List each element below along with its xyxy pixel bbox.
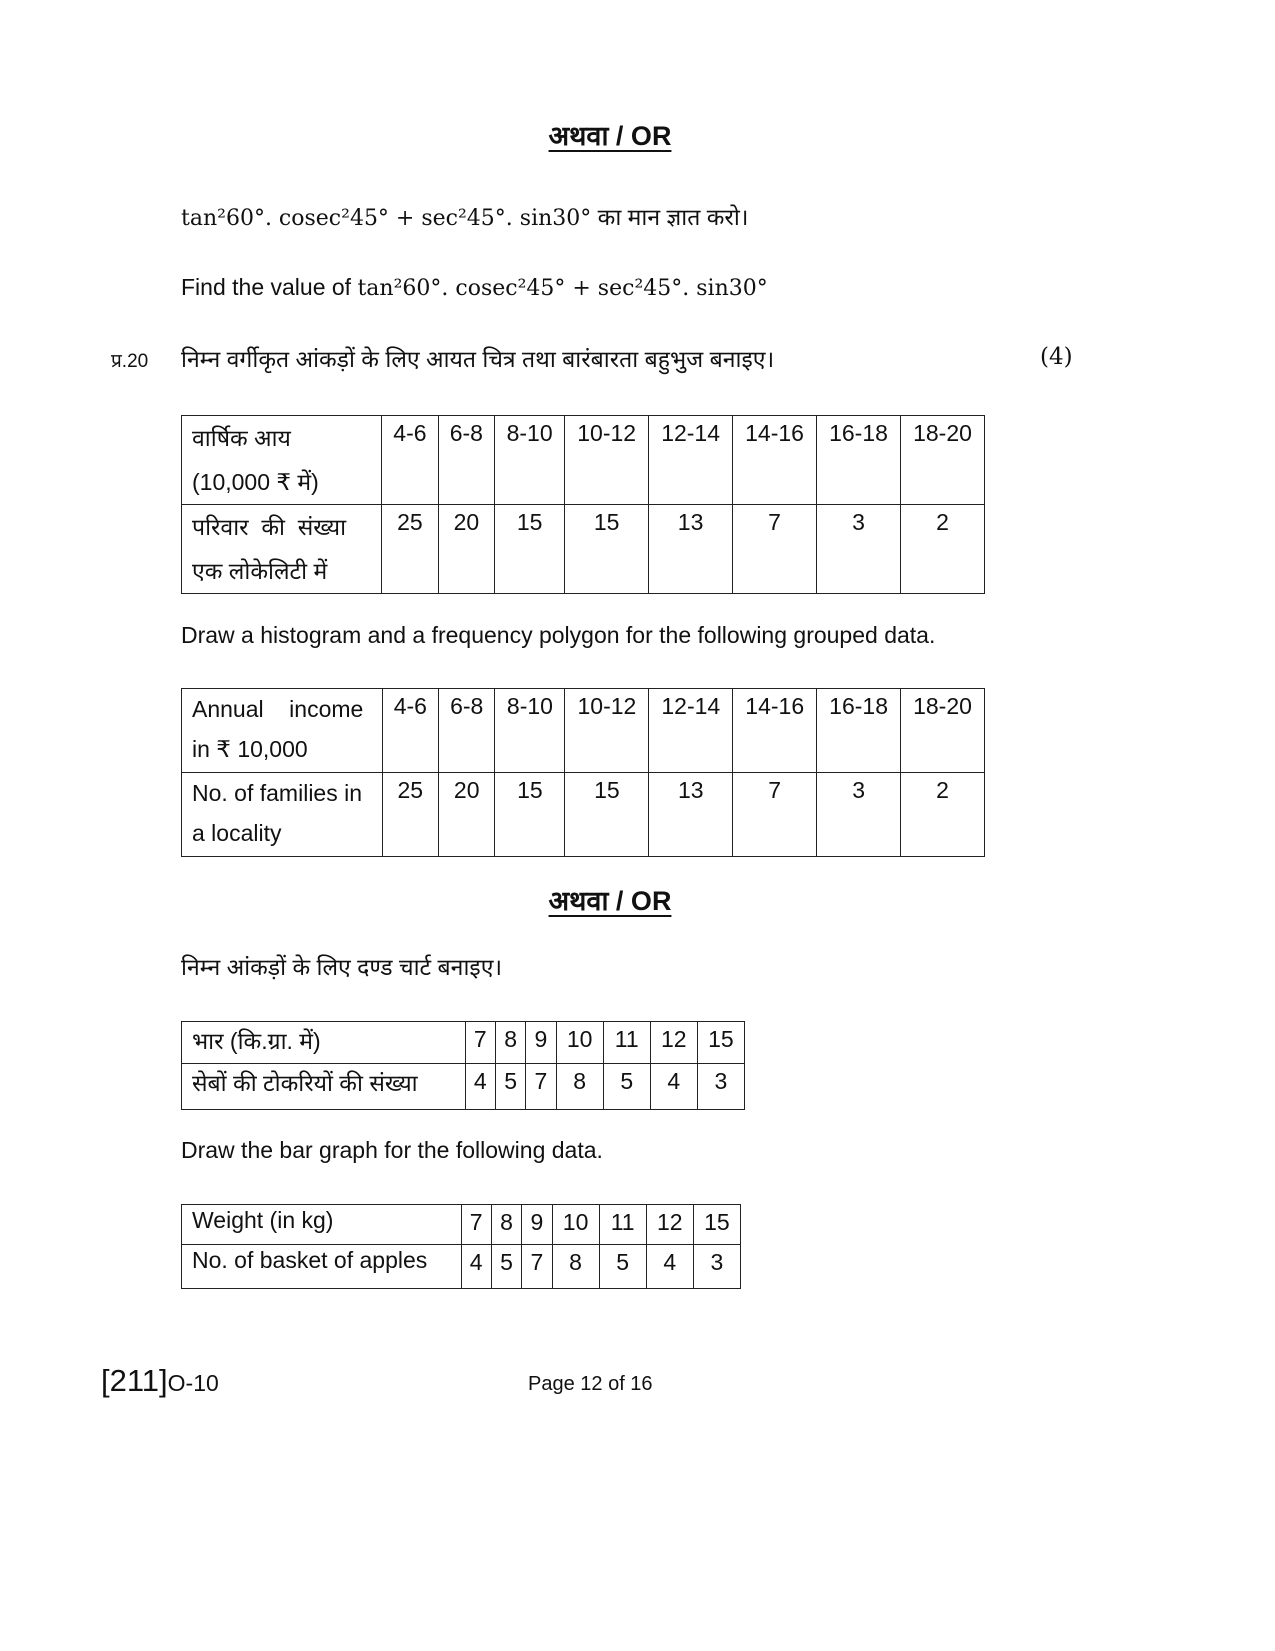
table-cell: 4 bbox=[465, 1064, 495, 1110]
table-cell: 7 bbox=[526, 1064, 556, 1110]
table-cell: 20 bbox=[438, 505, 494, 594]
weight-table-hindi bbox=[181, 1021, 745, 1110]
table-cell: 14-16 bbox=[733, 416, 817, 505]
table-cell: 8 bbox=[552, 1245, 599, 1289]
table-cell: 18-20 bbox=[901, 689, 985, 773]
row-header: भार (कि.ग्रा. में) bbox=[182, 1022, 466, 1064]
table-cell: 9 bbox=[522, 1205, 552, 1245]
row-header bbox=[182, 773, 383, 857]
table-cell: 11 bbox=[599, 1205, 646, 1245]
table-cell: 5 bbox=[491, 1245, 521, 1289]
table-row bbox=[182, 1064, 745, 1110]
bar-question-english: Draw the bar graph for the following data. bbox=[181, 1137, 603, 1163]
or-heading: अथवा / OR bbox=[548, 886, 672, 916]
paper-code-sub: O-10 bbox=[167, 1370, 219, 1396]
row-header-line: परिवार की संख्या bbox=[192, 514, 347, 540]
row-header: सेबों की टोकरियों की संख्या bbox=[182, 1064, 466, 1110]
row-header: Weight (in kg) bbox=[182, 1205, 462, 1245]
row-header bbox=[182, 416, 382, 505]
row-header bbox=[182, 689, 383, 773]
table-cell: 8 bbox=[556, 1064, 603, 1110]
table-cell: 10 bbox=[556, 1022, 603, 1064]
table-cell: 10-12 bbox=[565, 416, 649, 505]
table-cell: 10-12 bbox=[565, 689, 649, 773]
weight-table-english bbox=[181, 1204, 741, 1289]
question-text-english: Draw a histogram and a frequency polygon for the following grouped data. bbox=[181, 622, 936, 648]
table-row bbox=[182, 1022, 745, 1064]
table-cell: 16-18 bbox=[817, 416, 901, 505]
page-number: Page 12 of 16 bbox=[528, 1373, 653, 1395]
table-cell: 7 bbox=[733, 505, 817, 594]
table-cell: 15 bbox=[565, 505, 649, 594]
table-cell: 5 bbox=[495, 1064, 525, 1110]
table-row bbox=[182, 1245, 741, 1289]
trig-expression: tan²60°. cosec²45° + sec²45°. sin30° bbox=[357, 276, 768, 301]
row-header-line: एक लोकेलिटी में bbox=[192, 558, 328, 584]
table-cell: 11 bbox=[603, 1022, 650, 1064]
table-cell: 15 bbox=[693, 1205, 740, 1245]
paper-code-main: [211] bbox=[101, 1363, 168, 1398]
table-cell: 8 bbox=[491, 1205, 521, 1245]
table-cell: 4 bbox=[461, 1245, 491, 1289]
trig-hindi-suffix: का मान ज्ञात करो। bbox=[597, 204, 749, 230]
table-cell: 12 bbox=[650, 1022, 697, 1064]
row-header-line: a locality bbox=[192, 820, 282, 846]
row-header-line: in ₹ 10,000 bbox=[192, 736, 308, 762]
table-row bbox=[182, 505, 985, 594]
table-cell: 13 bbox=[649, 773, 733, 857]
table-cell: 20 bbox=[439, 773, 495, 857]
table-cell: 15 bbox=[495, 505, 565, 594]
question-number: प्र.20 bbox=[111, 351, 149, 372]
table-cell: 16-18 bbox=[817, 689, 901, 773]
table-cell: 4 bbox=[646, 1245, 693, 1289]
table-cell: 2 bbox=[901, 773, 985, 857]
table-cell: 6-8 bbox=[439, 689, 495, 773]
row-header-line: वार्षिक आय bbox=[192, 425, 291, 451]
table-cell: 3 bbox=[817, 773, 901, 857]
table-cell: 12-14 bbox=[649, 416, 733, 505]
table-cell: 12-14 bbox=[649, 689, 733, 773]
table-cell: 4 bbox=[650, 1064, 697, 1110]
table-cell: 15 bbox=[495, 773, 565, 857]
table-row bbox=[182, 689, 985, 773]
grouped-data-table-hindi bbox=[181, 415, 985, 594]
row-header-line: No. of families in bbox=[192, 780, 363, 806]
table-cell: 13 bbox=[649, 505, 733, 594]
table-cell: 3 bbox=[693, 1245, 740, 1289]
table-cell: 2 bbox=[900, 505, 984, 594]
paper-code bbox=[101, 1363, 219, 1399]
table-cell: 10 bbox=[552, 1205, 599, 1245]
table-cell: 3 bbox=[817, 505, 901, 594]
table-cell: 15 bbox=[565, 773, 649, 857]
table-cell: 25 bbox=[382, 505, 438, 594]
table-cell: 7 bbox=[522, 1245, 552, 1289]
table-cell: 6-8 bbox=[438, 416, 494, 505]
trig-expression: tan²60°. cosec²45° + sec²45°. sin30° bbox=[181, 206, 592, 231]
table-cell: 4-6 bbox=[382, 689, 438, 773]
table-cell: 9 bbox=[526, 1022, 556, 1064]
question-marks: (4) bbox=[1040, 344, 1073, 370]
table-cell: 5 bbox=[599, 1245, 646, 1289]
grouped-data-table-english bbox=[181, 688, 985, 857]
table-cell: 8-10 bbox=[495, 689, 565, 773]
table-cell: 7 bbox=[461, 1205, 491, 1245]
question-text-hindi: निम्न वर्गीकृत आंकड़ों के लिए आयत चित्र तथा बारंबारता बहुभुज बनाइए। bbox=[181, 346, 775, 372]
table-cell: 18-20 bbox=[900, 416, 984, 505]
table-cell: 14-16 bbox=[733, 689, 817, 773]
table-cell: 7 bbox=[733, 773, 817, 857]
table-cell: 7 bbox=[465, 1022, 495, 1064]
trig-english-prefix: Find the value of bbox=[181, 274, 352, 300]
table-cell: 8 bbox=[495, 1022, 525, 1064]
table-cell: 8-10 bbox=[495, 416, 565, 505]
or-heading: अथवा / OR bbox=[548, 121, 672, 151]
bar-question-hindi: निम्न आंकड़ों के लिए दण्ड चार्ट बनाइए। bbox=[181, 954, 503, 980]
table-cell: 5 bbox=[603, 1064, 650, 1110]
table-cell: 25 bbox=[382, 773, 438, 857]
row-header bbox=[182, 505, 382, 594]
trig-question-hindi bbox=[181, 200, 749, 232]
table-cell: 12 bbox=[646, 1205, 693, 1245]
table-row bbox=[182, 416, 985, 505]
row-header-line: Annual income bbox=[192, 696, 364, 722]
table-row bbox=[182, 1205, 741, 1245]
table-cell: 3 bbox=[697, 1064, 744, 1110]
table-cell: 4-6 bbox=[382, 416, 438, 505]
table-row bbox=[182, 773, 985, 857]
row-header-line: (10,000 ₹ में) bbox=[192, 469, 319, 495]
table-cell: 15 bbox=[697, 1022, 744, 1064]
row-header: No. of basket of apples bbox=[182, 1245, 462, 1289]
trig-question-english bbox=[181, 274, 768, 301]
